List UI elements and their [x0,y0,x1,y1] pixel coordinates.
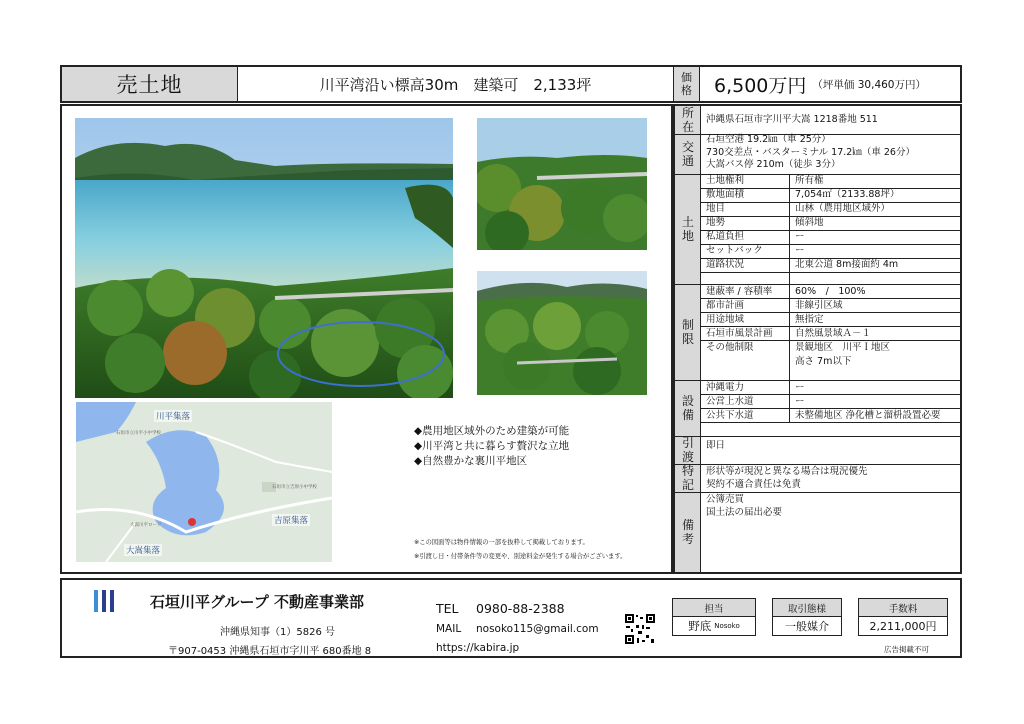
transaction-type-value: 一般媒介 [785,620,829,633]
price: 6,500万円 [714,74,807,97]
land-value: 山林（農用地区域外） [795,203,891,214]
label-restriction: 制 限 [681,318,694,346]
map-label-ohtake: 大嵩集落 [126,546,161,556]
label-transport: 交 通 [681,140,694,168]
remark-line: 公簿売買 [706,494,745,505]
restriction-key: 建蔽率 / 容積率 [706,286,773,297]
company-address: 〒907-0453 沖縄県石垣市字川平 680番地 8 [168,646,372,657]
area-map [76,402,332,562]
property-type-cell [62,67,238,101]
forest-view-photo [477,271,647,395]
bay-aerial-photo [75,118,453,398]
notes-lines [706,465,868,491]
handover-value: 即日 [706,440,726,451]
company-logo-icon [94,590,116,612]
ad-note: 広告掲載不可 [884,645,929,654]
map-tiny-school-1: 石垣市立川平小中学校 [116,431,161,436]
land-key: セットバック [706,245,763,256]
facility-value: ー [795,396,805,407]
transport-line: 石垣空港 19.2㎞（車 25分） [706,134,831,145]
restriction-value: 60% / 100% [795,286,866,297]
qr-code-icon[interactable] [624,613,656,645]
label-land: 土 地 [681,215,694,243]
price-label-cell [674,67,700,101]
land-key: 道路状況 [706,259,745,270]
label-handover: 引 渡 [681,436,694,464]
land-value: 北東公道 8m接面約 4m [795,259,899,270]
feature-item: ◆農用地区域外のため建築が可能 [414,425,570,437]
facility-value: 未整備地区 浄化槽と溜枡設置必要 [795,410,941,421]
property-type: 売土地 [116,73,183,97]
map-tiny-school-2: 石垣市立吉原小中学校 [272,485,317,490]
note-line: 形状等が現況と異なる場合は現況優先 [706,466,868,477]
side-photo-top [477,118,647,250]
disclaimer-1: ※この図面等は物件情報の一部を抜粋して掲載しております。 [414,539,589,546]
header-bar [60,65,962,103]
land-value: ー [795,231,805,242]
facility-key: 公共下水道 [706,410,754,421]
side-photo-bottom [477,271,647,395]
tel-number[interactable]: 0980-88-2388 [476,601,565,616]
restriction-value: 高さ 7m以下 [795,356,852,367]
feature-item: ◆川平湾と共に暮らす贅沢な立地 [414,440,570,452]
map-tiny-road: 大嵩川平ロード [130,523,162,528]
land-key: 地勢 [706,217,726,228]
land-value: ー [795,245,805,256]
label-remarks: 備 考 [681,518,694,546]
unit-price: （坪単価 30,460万円） [812,78,926,91]
disclaimer-2: ※引渡し日・付帯条件等の変更や、別途料金が発生する場合がございます。 [414,553,627,560]
staff-box [672,598,756,636]
remark-line: 国土法の届出必要 [706,507,783,518]
price-cell [700,67,960,101]
feature-item: ◆自然豊かな裏川平地区 [414,455,528,467]
commission-label: 手数料 [859,599,947,617]
restriction-value: 景観地区 川平Ｉ地区 [795,342,891,353]
land-key: 土地権利 [706,175,745,186]
website-link[interactable]: https://kabira.jp [436,642,520,654]
staff-label: 担当 [673,599,755,617]
land-key: 敷地面積 [706,189,745,200]
commission-box [858,598,948,636]
transport-line: 730交差点・バスターミナル 17.2㎞（車 26分） [706,146,915,158]
label-notes: 特 記 [681,464,694,492]
facility-value: ー [795,382,805,393]
main-photo [75,118,453,398]
road-view-photo [477,118,647,250]
details-table [673,104,962,574]
disclaimers [414,536,626,564]
restriction-table [701,284,960,380]
footer [60,578,962,658]
price-label-2: 格 [681,84,692,97]
land-value: 所有権 [795,175,824,186]
facility-table [701,380,960,436]
restriction-key: その他制限 [706,342,754,353]
staff-name-roman: Nosoko [714,622,740,630]
transport-lines [706,134,915,172]
commission-value: 2,211,000円 [869,620,937,633]
restriction-key: 用途地域 [706,314,745,325]
map-label-kabira: 川平集落 [156,412,191,422]
land-value: 7,054㎡（2133.88坪） [795,189,900,200]
company-license: 沖縄県知事（1）5826 号 [220,627,335,638]
map-graphic [76,402,332,562]
restriction-key: 都市計画 [706,300,745,311]
mail-address[interactable]: nosoko115@gmail.com [476,623,599,635]
company-name: 石垣川平グループ 不動産事業部 [150,593,365,611]
feature-list [414,424,569,469]
location-value: 沖縄県石垣市字川平大嵩 1218番地 511 [706,114,878,125]
tel-label: TEL [436,601,459,616]
staff-value-wrap [673,617,755,635]
price-label-1: 価 [681,71,692,84]
note-line: 契約不適合責任は免責 [706,479,802,490]
label-facility: 設 備 [681,394,694,422]
staff-name: 野底 [688,619,712,633]
label-location: 所 在 [681,106,694,134]
left-panel [60,104,673,574]
mail-label: MAIL [436,623,462,635]
restriction-key: 石垣市風景計画 [706,328,773,339]
transport-line: 大嵩バス停 210m（徒歩 3分） [706,159,841,171]
facility-key: 沖縄電力 [706,382,745,393]
remarks-lines [706,493,782,519]
title-cell [238,67,674,101]
transaction-type-label: 取引態様 [773,599,841,617]
map-label-yoshihara: 吉原集落 [274,516,309,526]
facility-key: 公営上水道 [706,396,754,407]
restriction-value: 無指定 [795,314,824,325]
restriction-value: 非線引区域 [795,300,843,311]
land-key: 私道負担 [706,231,745,242]
land-table [701,174,960,284]
land-key: 地目 [706,203,726,214]
land-value: 傾斜地 [795,217,824,228]
page-title: 川平湾沿い標高30m 建築可 2,133坪 [319,75,592,94]
transaction-type-box [772,598,842,636]
restriction-value: 自然風景域Ａ－１ [795,328,872,339]
